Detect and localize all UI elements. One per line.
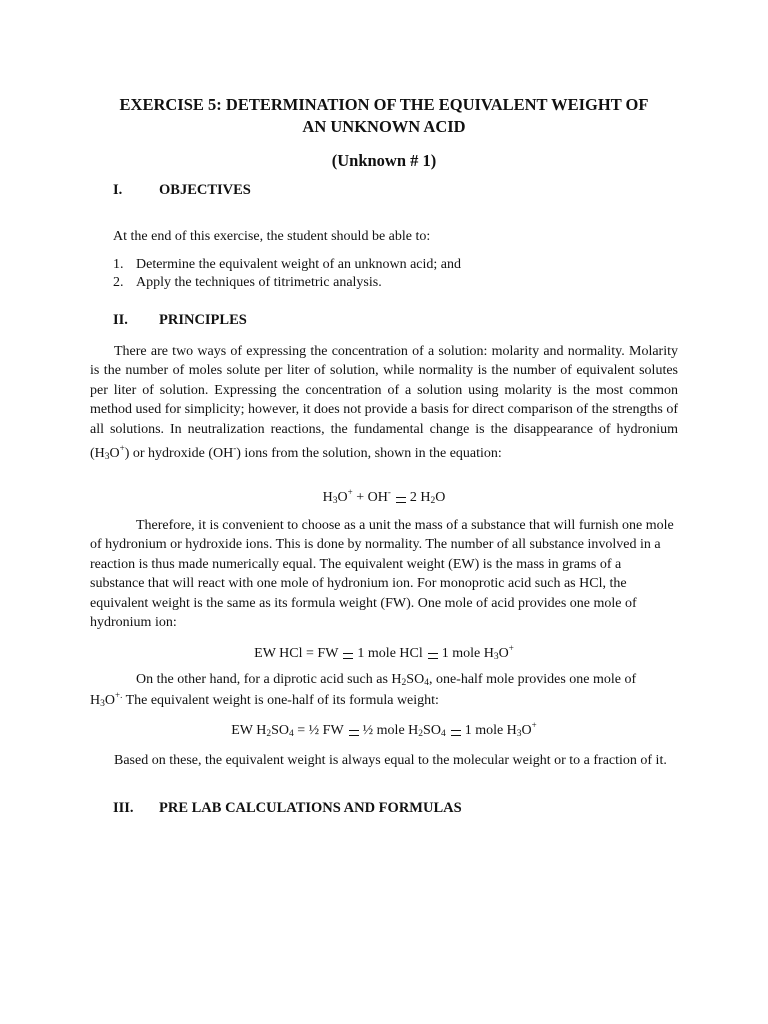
- objective-text: Apply the techniques of titrimetric analysis.: [136, 275, 382, 290]
- section-numeral: I.: [113, 182, 123, 198]
- section-numeral: II.: [113, 312, 128, 328]
- section-title: PRE LAB CALCULATIONS AND FORMULAS: [159, 800, 462, 816]
- section-heading-objectives: [113, 182, 613, 202]
- section-numeral: III.: [113, 800, 134, 816]
- equilibrium-arrow-icon: [343, 653, 353, 659]
- objective-number: 2.: [113, 275, 124, 290]
- principles-paragraph-3-line-1: On the other hand, for a diprotic acid such as $H_2SO_4$, one-half mole provides one mole of: [136, 672, 637, 688]
- section-heading-prelab: [113, 800, 613, 820]
- equilibrium-arrow-icon: [451, 730, 461, 736]
- principles-paragraph-2: Therefore, it is convenient to choose as a unit the mass of a substance that will furnish one mole of hydronium or hydroxide ions. This is done by normality. The number of all substance involved in a reaction is thus made numerically equal. The equivalent weight (EW) is the mass in grams of a substance that will react with one mole of hydronium ion. For monoprotic acid such as HCl, the equivalent weight is the same as its formula weight (FW). One mole of acid provides one mole of hydronium ion:: [90, 518, 674, 631]
- principles-paragraph-1: There are two ways of expressing the concentration of a solution: molarity and normality. Molarity is the number of moles solute per liter of solution, while normality is the number of equivalent solutes per liter of solution. Expressing the concentration of a solution using molarity is the most common method used for simplicity; however, it does not provide a basis for direct comparison of the strengths of all solutions. In neutralization reactions, the fundamental change is the disappearance of hydronium $(H_3O^+)$ or hydroxide (OH-) ions from the solution, shown in the equation:: [90, 344, 678, 463]
- objective-text: Determine the equivalent weight of an unknown acid; and: [136, 257, 462, 272]
- equilibrium-arrow-icon: [349, 730, 359, 736]
- equation-h2so4: EW $H_2SO_4$ = ½ FW ½ mole $H_2SO_4$ 1 mole $H_3O^+$: [231, 720, 537, 739]
- document-title: [90, 94, 678, 138]
- section-title: PRINCIPLES: [159, 312, 247, 328]
- equation-hcl: EW HCl = FW 1 mole HCl 1 mole $H_3O^+$: [254, 643, 514, 662]
- title-line-2: AN UNKNOWN ACID: [302, 117, 466, 136]
- objective-item: [113, 257, 461, 273]
- title-line-1: EXERCISE 5: DETERMINATION OF THE EQUIVALENT WEIGHT OF: [119, 95, 649, 114]
- section-title: OBJECTIVES: [159, 182, 251, 198]
- section-heading-principles: [113, 312, 613, 332]
- objective-item: [113, 275, 382, 291]
- equation-neutralization: $H_3O^+ + OH^-$ 2 $H_2O$: [322, 487, 446, 506]
- objective-number: 1.: [113, 257, 124, 272]
- objectives-intro: At the end of this exercise, the student should be able to:: [113, 229, 431, 244]
- equilibrium-arrow-icon: [428, 653, 438, 659]
- equilibrium-arrow-icon: [396, 497, 406, 503]
- principles-paragraph-4: Based on these, the equivalent weight is always equal to the molecular weight or to a fraction of it.: [114, 753, 667, 768]
- principles-paragraph-3-line-2: $H_3O^{+.}$ The equivalent weight is one-half of its formula weight:: [90, 690, 439, 709]
- unknown-label: (Unknown # 1): [331, 151, 437, 170]
